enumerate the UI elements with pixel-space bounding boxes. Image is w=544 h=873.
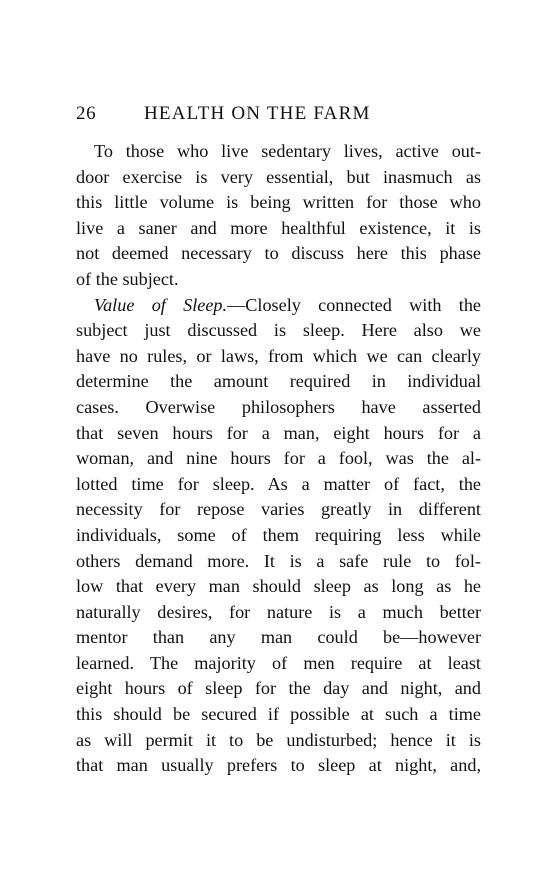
text-line: that man usually prefers to sleep at night, and, xyxy=(76,755,481,776)
text-line: live a saner and more healthful existence, it is xyxy=(76,217,481,238)
page-header xyxy=(76,103,481,129)
text-line: others demand more. It is a safe rule to fol- xyxy=(76,550,481,571)
text-line: eight hours of sleep for the day and night, and xyxy=(76,678,481,699)
text-line: that seven hours for a man, eight hours for a xyxy=(76,422,481,443)
text-line xyxy=(76,293,481,319)
body-text xyxy=(76,139,481,779)
text-line: woman, and nine hours for a fool, was the al- xyxy=(76,448,481,469)
paragraph-outdoor-exercise xyxy=(76,139,481,293)
text-line: not deemed necessary to discuss here this phase xyxy=(76,243,481,264)
text-line: this little volume is being written for those who xyxy=(76,192,481,213)
text-run: —Closely connected with the xyxy=(227,294,481,315)
text-line: door exercise is very essential, but inasmuch as xyxy=(76,166,481,187)
text-line: lotted time for sleep. As a matter of fact, the xyxy=(76,473,481,494)
page-number: 26 xyxy=(76,103,97,124)
text-line: of the subject. xyxy=(76,268,179,289)
text-line: individuals, some of them requiring less while xyxy=(76,524,481,545)
text-line: as will permit it to be undisturbed; hence it is xyxy=(76,729,481,750)
sidehead-value-of-sleep: Value of Sleep. xyxy=(94,294,228,315)
text-line: subject just discussed is sleep. Here also we xyxy=(76,320,481,341)
text-line: naturally desires, for nature is a much better xyxy=(76,601,481,622)
text-line: low that every man should sleep as long as he xyxy=(76,576,481,597)
text-line: learned. The majority of men require at least xyxy=(76,652,481,673)
text-line: necessity for repose varies greatly in different xyxy=(76,499,481,520)
text-line: cases. Overwise philosophers have asserted xyxy=(76,396,481,417)
running-title: HEALTH ON THE FARM xyxy=(144,103,371,124)
text-line: mentor than any man could be—however xyxy=(76,627,481,648)
text-line: determine the amount required in individual xyxy=(76,371,481,392)
text-line: this should be secured if possible at such a time xyxy=(76,704,481,725)
text-line: To those who live sedentary lives, active out- xyxy=(94,141,481,161)
text-line: have no rules, or laws, from which we can clearly xyxy=(76,345,481,366)
paragraph-value-of-sleep xyxy=(76,293,481,779)
